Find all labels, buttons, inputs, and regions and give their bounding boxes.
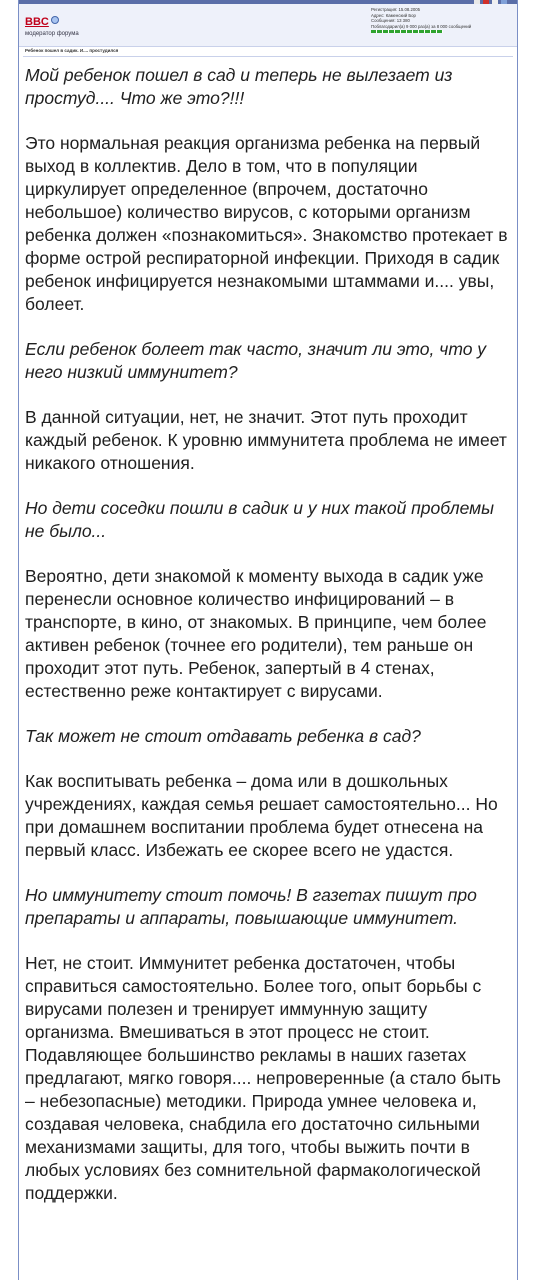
username-link[interactable]: BBC [25,16,49,28]
user-meta [371,7,515,33]
question-paragraph: Если ребенок болеет так часто, значит ли это, что у него низкий иммунитет? [25,339,487,382]
user-address: Адрес: Каменский Бор [371,12,416,18]
post-title: Ребенок пошел в садик. И.... простудился [25,48,119,53]
answer-paragraph: Как воспитывать ребенка – дома или в дошкольных учреждениях, каждая семья решает самостоятельно... Но при домашнем воспитании проблема будет отнесена на первый класс. Избежать ее скорее всего не удастся. [25,771,498,860]
post-header [19,4,517,47]
answer-paragraph: Вероятно, дети знакомой к моменту выхода в садик уже перенесли основное количество инфицирований – в транспорте, в кино, от знакомых. В принципе, чем более активен ребенок (точнее его родители), тем раньше он проходит этот путь. Ребенок, запертый в 4 стенах, естественно реже контактирует с вирусами. [25,566,487,701]
online-status-icon [51,16,59,24]
answer-paragraph: Это нормальная реакция организма ребенка на первый выход в коллектив. Дело в том, что в популяции циркулирует определенное (впрочем, достаточно небольшое) количество вирусов, с которыми организм ребенка должен «познакомиться». Знакомство протекает в форме острой респираторной инфекции. Приходя в садик ребенок инфицируется незнакомыми штаммами и.... увы, болеет. [25,133,508,314]
post-body [25,64,511,1227]
registration-date: Регистрация: 15.08.2005 [371,7,421,12]
question-paragraph: Мой ребенок пошел в сад и теперь не вылезает из простуд.... Что же это?!!! [25,65,453,108]
answer-paragraph: В данной ситуации, нет, не значит. Этот путь проходит каждый ребенок. К уровню иммунитета проблема не имеет никакого отношения. [25,407,507,473]
question-paragraph: Но иммунитету стоит помочь! В газетах пишут про препараты и аппараты, повышающие иммунитет. [25,885,477,928]
post-author [25,12,79,37]
divider [23,56,513,57]
question-paragraph: Так может не стоит отдавать ребенка в сад? [25,726,421,746]
answer-paragraph: Нет, не стоит. Иммунитет ребенка достаточен, чтобы справиться самостоятельно. Более того, опыт борьбы с вирусами полезен и тренирует иммунную защиту организма. Вмешиваться в этот процесс не стоит. Подавляющее большинство рекламы в наших газетах предлагают, мягко говоря.... непроверенные (а стало быть – небезопасные) методики. Природа умнее человека и, создавая человека, снабдила его достаточно сильными механизмами защиты, для того, чтобы выжить почти в любых условиях без сомнительной фармакологической поддержки. [25,953,501,1203]
thanks-count: Поблагодарил(а) 9 000 раз(а) за 8 000 сообщений [371,23,472,29]
reputation-bar [371,30,515,33]
forum-post-frame [18,0,518,1280]
post-count: Сообщения: 13 380 [371,18,410,24]
question-paragraph: Но дети соседки пошли в садик и у них такой проблемы не было... [25,498,494,541]
user-role: модератор форума [25,31,79,37]
